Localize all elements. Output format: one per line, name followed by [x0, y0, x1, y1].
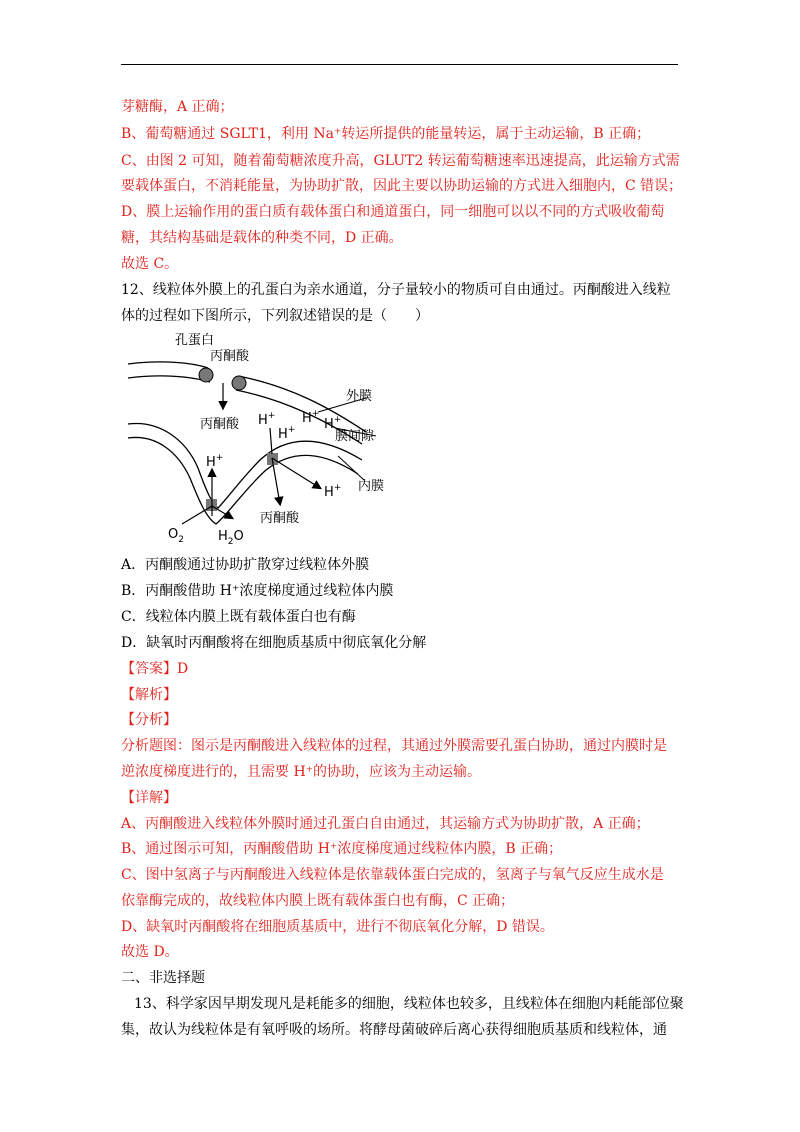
h-plus-label: H+: [324, 483, 342, 500]
analysis-text: 逆浓度梯度进行的，且需要 H⁺的协助，应该为主动运输。: [121, 764, 482, 780]
pyruvate-label: 丙酮酸: [260, 511, 300, 526]
oxygen-label: $O_2$: [168, 527, 184, 545]
explanation-line: B、葡萄糖通过 SGLT1，利用 Na⁺转运所提供的能量转运，属于主动运输，B 正确；: [121, 126, 651, 142]
explanation-line: D、膜上运输作用的蛋白质有载体蛋白和通道蛋白，同一细胞可以以不同的方式吸收葡萄: [121, 204, 665, 220]
mitochondria-membrane-diagram: [120, 328, 390, 548]
explanation-line: 芽糖酶，A 正确；: [121, 99, 234, 115]
question-stem: 12、线粒体外膜上的孔蛋白为亲水通道，分子量较小的物质可自由通过。丙酮酸进入线粒: [121, 282, 671, 298]
water-label: $H_2O$: [218, 529, 244, 547]
detail-line: C、图中氢离子与丙酮酸进入线粒体是依靠载体蛋白完成的，氢离子与氧气反应生成水是: [121, 867, 664, 883]
section-heading: 二、非选择题: [121, 970, 205, 986]
option-d: D．缺氧时丙酮酸将在细胞质基质中彻底氧化分解: [121, 635, 427, 651]
question-stem: 体的过程如下图所示，下列叙述错误的是（ ）: [121, 308, 429, 324]
outer-membrane-left-upper: [128, 362, 208, 368]
h-plus-label: H+: [302, 409, 320, 426]
detail-line: B、通过图示可知，丙酮酸借助 H⁺浓度梯度通过线粒体内膜，B 正确；: [121, 841, 563, 857]
h-plus-label: H+: [324, 415, 342, 432]
analysis-subheading: 【分析】: [121, 712, 177, 728]
inner-membrane-lower: [128, 437, 358, 524]
analysis-heading: 【解析】: [121, 687, 177, 703]
analysis-text: 分析题图：图示是丙酮酸进入线粒体的过程，其通过外膜需要孔蛋白协助，通过内膜时是: [121, 738, 667, 754]
outer-membrane-left-lower: [128, 376, 210, 382]
detail-line: A、丙酮酸进入线粒体外膜时通过孔蛋白自由通过，其运输方式为协助扩散，A 正确；: [121, 816, 650, 832]
explanation-line: 要载体蛋白，不消耗能量，为协助扩散，因此主要以协助运输的方式进入细胞内，C 错误；: [121, 178, 683, 194]
question-stem: 13、科学家因早期发现凡是耗能多的细胞，线粒体也较多，且线粒体在细胞内耗能部位聚: [134, 996, 684, 1012]
h-plus-entry-line: [270, 428, 272, 454]
inner-membrane-label: 内膜: [358, 479, 385, 494]
answer-label: 【答案】D: [121, 661, 189, 677]
h-plus-label: H+: [278, 425, 296, 442]
option-b: B．丙酮酸借助 H⁺浓度梯度通过线粒体内膜: [121, 583, 394, 599]
porin-protein: [199, 368, 213, 382]
explanation-line: C、由图 2 可知，随着葡萄糖浓度升高，GLUT2 转运葡萄糖速率迅速提高，此运输方式需: [121, 153, 680, 169]
pyruvate-label: 丙酮酸: [210, 349, 250, 364]
detail-line: 依靠酶完成的，故线粒体内膜上既有载体蛋白也有酶，C 正确；: [121, 893, 515, 909]
h-plus-inner-arrow: [272, 458, 320, 488]
water-arrow: [212, 506, 232, 518]
answer-choice: 故选 C。: [121, 256, 179, 272]
porin-label: 孔蛋白: [175, 333, 215, 348]
header-rule: [121, 64, 678, 65]
outer-membrane-label: 外膜: [346, 389, 373, 404]
h-plus-label: H+: [258, 411, 276, 428]
porin-protein: [232, 376, 246, 390]
question-stem: 集，故认为线粒体是有氧呼吸的场所。将酵母菌破碎后离心获得细胞质基质和线粒体，通: [121, 1022, 667, 1038]
explanation-line: 糖，其结构基础是载体的种类不同，D 正确。: [121, 230, 403, 246]
option-c: C．线粒体内膜上既有载体蛋白也有酶: [121, 609, 356, 625]
detail-heading: 【详解】: [121, 790, 177, 806]
detail-line: D、缺氧时丙酮酸将在细胞质基质中，进行不彻底氧化分解，D 错误。: [121, 919, 554, 935]
intermembrane-space-label: 膜间隙: [334, 429, 374, 444]
option-a: A．丙酮酸通过协助扩散穿过线粒体外膜: [121, 557, 370, 573]
h-plus-label: H+: [206, 453, 224, 470]
pyruvate-label: 丙酮酸: [200, 417, 240, 432]
answer-choice: 故选 D。: [121, 944, 179, 960]
